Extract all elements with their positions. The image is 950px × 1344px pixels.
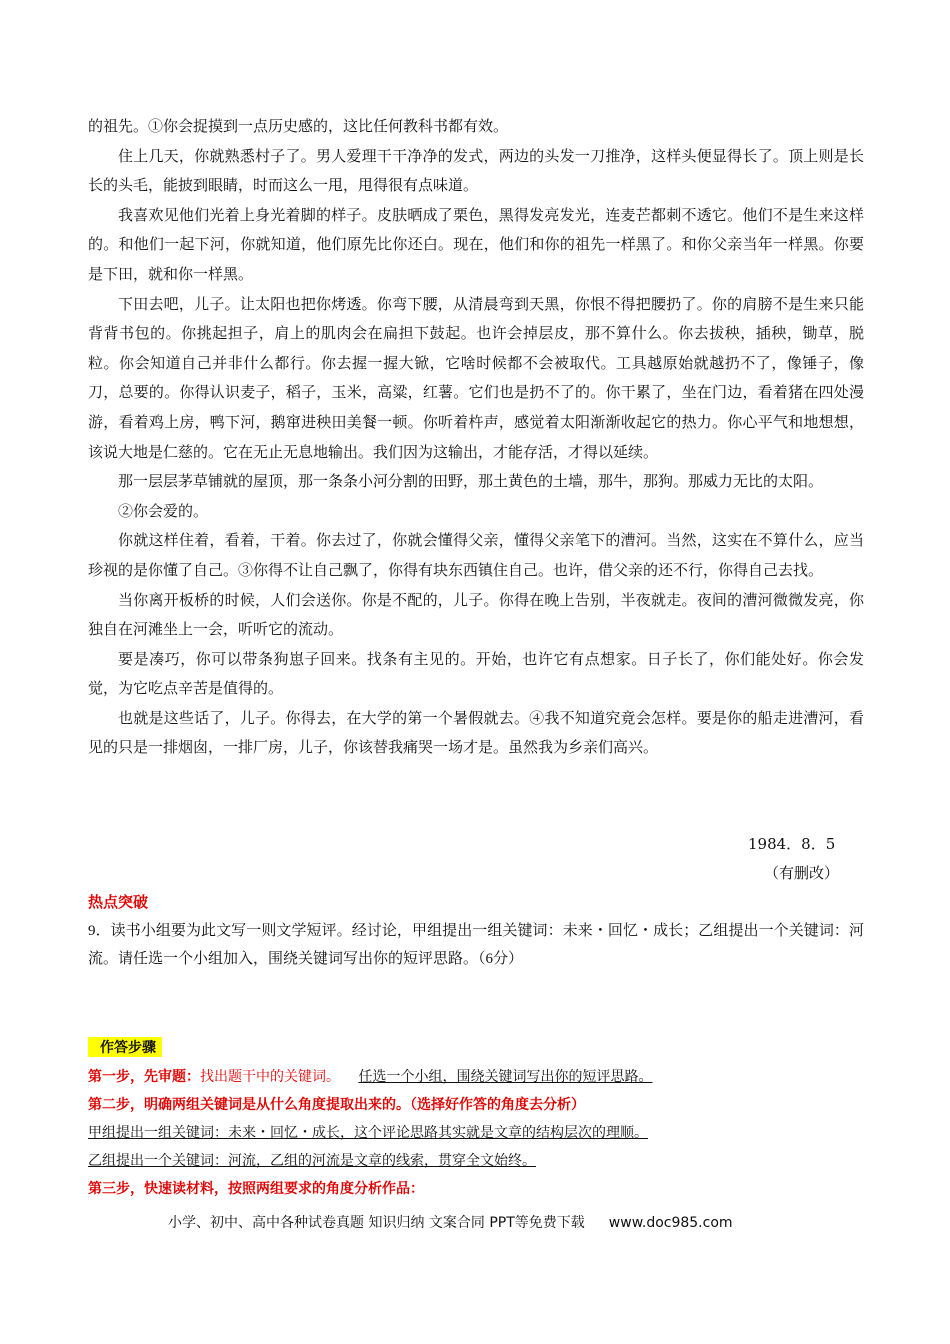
article-paragraph: 我喜欢见他们光着上身光着脚的样子。皮肤晒成了栗色，黑得发亮发光，连麦芒都刺不透它。他们不是生来这样的。和他们一起下河，你就知道，他们原先比你还白。现在，他们和你的祖先一样黑了。和你父亲当年一样黑。你要是下田，就和你一样黑。: [88, 205, 864, 283]
step-1-underline: 任选一个小组，围绕关键词写出你的短评思路。: [358, 1069, 653, 1085]
step-1-label: 第一步，先审题：: [88, 1069, 200, 1085]
article-paragraph: 你就这样住着，看着，干着。你去过了，你就会懂得父亲，懂得父亲笔下的漕河。当然，这实在不算什么，应当珍视的是你懂了自己。③你得不让自己飘了，你得有块东西镇住自己。也许，借父亲的还不行，你得自己去找。: [88, 531, 864, 579]
group-b-line: 乙组提出一个关键词：河流，乙组的河流是文章的线索，贯穿全文始终。: [88, 1153, 536, 1169]
article-date: 1984．8．5: [748, 835, 836, 853]
steps-heading: 作答步骤: [88, 1037, 162, 1057]
article-paragraph: 下田去吧，儿子。让太阳也把你烤透。你弯下腰，从清晨弯到天黑，你恨不得把腰扔了。你的肩膀不是生来只能背背书包的。你挑起担子，肩上的肌肉会在扁担下鼓起。也许会掉层皮，那不算什么。你去拔秧，插秧，锄草，脱粒。你会知道自己并非什么都行。你去握一握大锨，它啥时候都不会被取代。工具越原始就越扔不了，像锤子，像刀，总要的。你得认识麦子，稻子，玉米，高粱，红薯。它们也是扔不了的。你干累了，坐在门边，看着猪在四处漫游，看着鸡上房，鸭下河，鹅窜进秧田美餐一顿。你听着杵声，感觉着太阳渐渐收起它的热力。你心平气和地想想，该说大地是仁慈的。它在无止无息地输出。我们因为这输出，才能存活，才得以延续。: [88, 294, 864, 461]
article-paragraph: 那一层层茅草铺就的屋顶，那一条条小河分割的田野，那土黄色的土墙，那牛，那狗。那威力无比的太阳。: [118, 472, 824, 491]
edit-note: （有删改）: [764, 864, 840, 882]
article-paragraph: ②你会爱的。: [118, 501, 209, 520]
article-paragraph: 当你离开板桥的时候，人们会送你。你是不配的，儿子。你得在晚上告别，半夜就走。夜间的漕河微微发亮，你独自在河滩坐上一会，听听它的流动。: [88, 590, 864, 639]
step-2: 第二步，明确两组关键词是从什么角度提取出来的。（选择好作答的角度去分析）: [88, 1097, 585, 1113]
footer-text: 小学、初中、高中各种试卷真题 知识归纳 文案合同 PPT等免费下载: [168, 1215, 585, 1231]
step-1: [88, 1066, 652, 1086]
article-paragraph: 的祖先。①你会捉摸到一点历史感的，这比任何教科书都有效。: [88, 117, 509, 135]
step-3: 第三步，快速读材料，按照两组要求的角度分析作品：: [88, 1181, 424, 1197]
article-paragraph: 住上几天，你就熟悉村子了。男人爱理干干净净的发式，两边的头发一刀推净，这样头便显得长了。顶上则是长长的头毛，能披到眼睛，时而这么一甩，甩得很有点味道。: [88, 146, 864, 195]
group-a-line: 甲组提出一组关键词：未来・回忆・成长，这个评论思路其实就是文章的结构层次的理顺。: [88, 1125, 648, 1141]
article-paragraph: 要是凑巧，你可以带条狗崽子回来。找条有主见的。开始，也许它有点想家。日子长了，你们能处好。你会发觉，为它吃点辛苦是值得的。: [88, 649, 864, 698]
footer: [168, 1212, 733, 1232]
footer-url[interactable]: www.doc985.com: [608, 1215, 733, 1231]
question-9: 9．读书小组要为此文写一则文学短评。经讨论，甲组提出一组关键词：未来・回忆・成长；乙组提出一个关键词：河流。请任选一个小组加入，围绕关键词写出你的短评思路。（6分）: [88, 923, 864, 967]
article-body: [88, 112, 864, 763]
section-title: 热点突破: [88, 893, 149, 911]
article-paragraph: 也就是这些话了，儿子。你得去，在大学的第一个暑假就去。④我不知道究竟会怎样。要是你的船走进漕河，看见的只是一排烟囱，一排厂房，儿子，你该替我痛哭一场才是。虽然我为乡亲们高兴。: [88, 708, 864, 757]
step-1-text: 找出题干中的关键词。: [200, 1069, 340, 1085]
